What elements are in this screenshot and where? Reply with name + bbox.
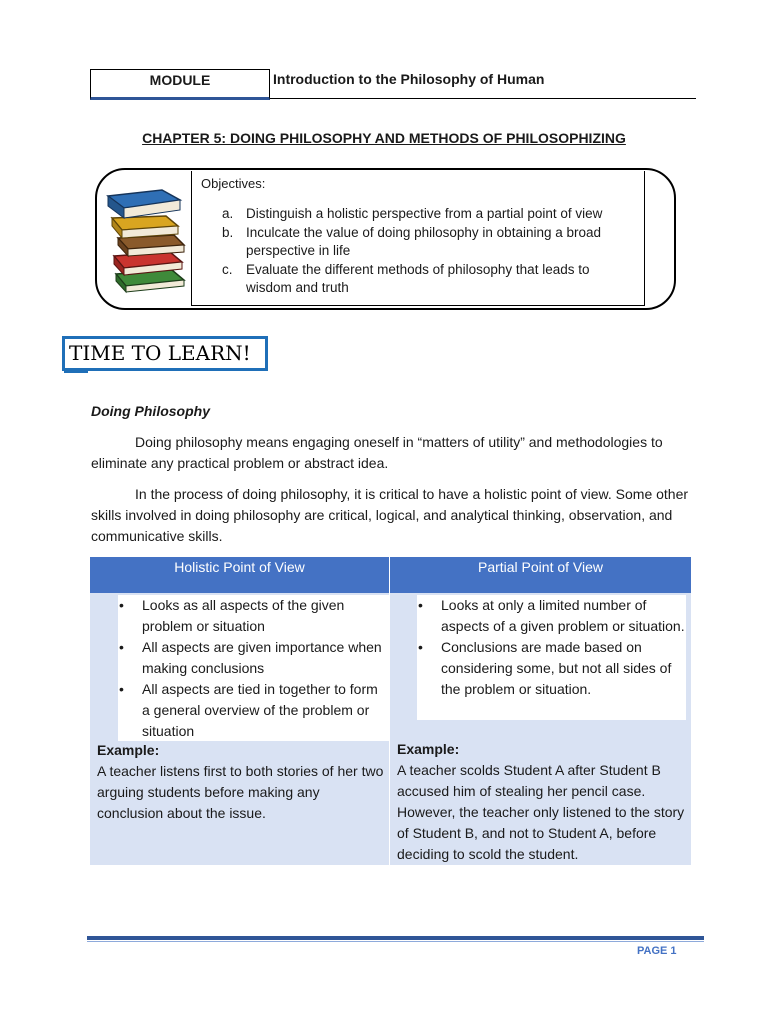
stack-of-books-icon xyxy=(104,178,192,298)
list-item: • Looks as all aspects of the given problem or situation xyxy=(116,595,388,637)
objective-letter: c. xyxy=(222,261,233,277)
paragraph-text: Doing philosophy means engaging oneself in “matters of utility” and methodologies to eliminate any practical problem or abstract idea. xyxy=(91,434,663,471)
objectives-list xyxy=(222,205,622,298)
objective-letter: a. xyxy=(222,206,234,221)
footer-rule-thin xyxy=(87,941,704,942)
objective-text: Inculcate the value of doing philosophy in obtaining a broad perspective in life xyxy=(246,224,602,258)
paragraph-text: In the process of doing philosophy, it is critical to have a holistic point of view. Some other skills involved in doing philosophy are critical, logical, and analytical thinking, observation, and communicative skills. xyxy=(91,486,689,544)
footer-rule xyxy=(87,936,704,940)
list-item: • All aspects are given importance when making conclusions xyxy=(116,637,388,679)
objective-item xyxy=(222,261,622,298)
page-number: PAGE 1 xyxy=(637,945,677,957)
holistic-example-label: Example: xyxy=(97,742,160,758)
time-to-learn-badge xyxy=(62,336,268,371)
section-heading: Doing Philosophy xyxy=(91,403,210,419)
partial-example-text: A teacher scolds Student A after Student B accused him of stealing her pencil case. However, the teacher only listened to the story of Student B, and not to Student A, before deciding to scold the student. xyxy=(397,762,685,862)
module-header xyxy=(90,69,696,100)
list-item: • All aspects are tied in together to form a general overview of the problem or situation xyxy=(116,679,388,742)
module-title: Introduction to the Philosophy of Human xyxy=(273,71,545,87)
objectives-label: Objectives: xyxy=(201,176,266,191)
time-to-learn-label: TIME TO LEARN! xyxy=(65,339,265,368)
column-header-holistic: Holistic Point of View xyxy=(174,559,305,575)
objective-text: Evaluate the different methods of philosophy that leads to wisdom and truth xyxy=(246,261,590,295)
module-underline xyxy=(270,98,696,99)
module-label: MODULE xyxy=(90,69,270,100)
paragraph-doing-philosophy xyxy=(91,432,691,474)
partial-example-label: Example: xyxy=(397,741,460,757)
holistic-bullet-list xyxy=(116,595,388,742)
objective-letter: b. xyxy=(222,224,234,240)
list-item: • Conclusions are made based on considering some, but not all sides of the problem or situation. xyxy=(415,637,685,700)
objective-item xyxy=(222,224,622,261)
column-header-partial: Partial Point of View xyxy=(477,559,604,575)
objective-item xyxy=(222,205,622,224)
holistic-example-text: A teacher listens first to both stories of her two arguing students before making any conclusion about the issue. xyxy=(97,763,384,821)
objective-text: Distinguish a holistic perspective from a partial point of view xyxy=(246,206,603,221)
partial-bullet-list xyxy=(415,595,685,700)
chapter-title: CHAPTER 5: DOING PHILOSOPHY AND METHODS OF PHILOSOPHIZING xyxy=(142,130,626,146)
list-item: • Looks at only a limited number of aspects of a given problem or situation. xyxy=(415,595,685,637)
badge-underline xyxy=(64,371,88,373)
paragraph-holistic xyxy=(91,484,691,547)
comparison-table xyxy=(90,557,691,865)
column-divider xyxy=(389,557,390,865)
